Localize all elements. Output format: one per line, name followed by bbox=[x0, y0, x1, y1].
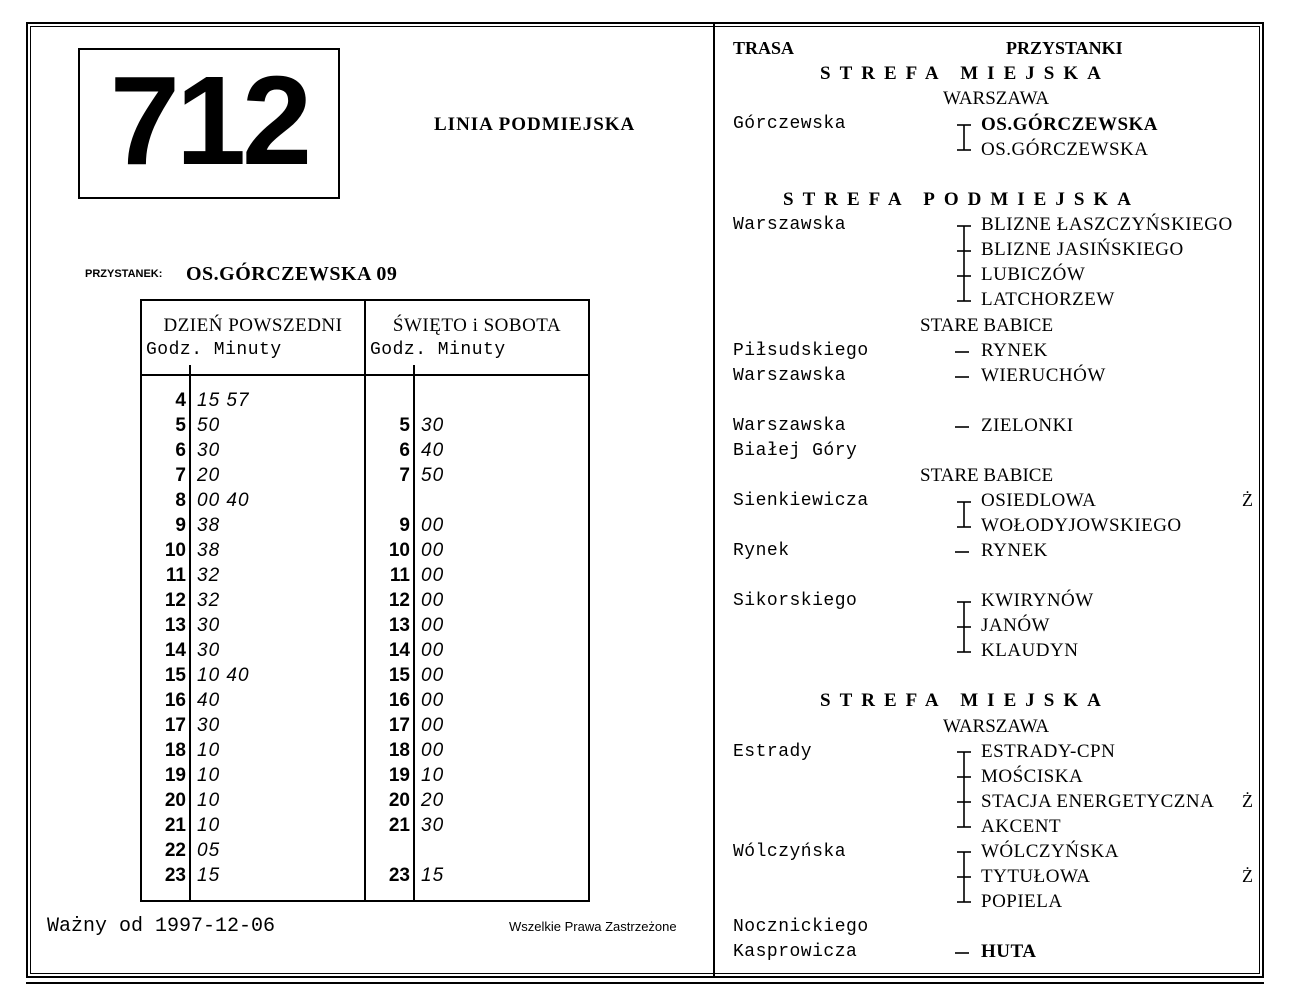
departure-hour: 21 bbox=[164, 815, 186, 836]
table-header-rule bbox=[366, 374, 588, 376]
departure-minutes: 00 bbox=[421, 565, 445, 586]
departure-hour: 9 bbox=[399, 515, 410, 536]
route-stop: KLAUDYN bbox=[981, 640, 1079, 661]
departure-minutes: 00 40 bbox=[197, 490, 250, 511]
bottom-rule bbox=[26, 982, 1264, 984]
departure-minutes: 32 bbox=[197, 565, 221, 586]
departure-minutes: 38 bbox=[197, 540, 221, 561]
departure-minutes: 15 57 bbox=[197, 390, 250, 411]
departure-hour: 18 bbox=[164, 740, 186, 761]
route-stop: WÓLCZYŃSKA bbox=[981, 841, 1119, 862]
departure-minutes: 10 bbox=[421, 765, 445, 786]
departure-minutes: 38 bbox=[197, 515, 221, 536]
departure-hour: 16 bbox=[164, 690, 186, 711]
hour-column-rule bbox=[413, 365, 415, 900]
holiday-table bbox=[364, 299, 590, 902]
route-stop: LATCHORZEW bbox=[981, 289, 1115, 310]
stop-name: OS.GÓRCZEWSKA 09 bbox=[186, 263, 398, 285]
departure-minutes: 32 bbox=[197, 590, 221, 611]
route-stop: HUTA bbox=[981, 941, 1037, 962]
route-street: Rynek bbox=[733, 541, 790, 561]
departure-hour: 19 bbox=[388, 765, 410, 786]
departure-hour: 8 bbox=[175, 490, 186, 511]
zone-heading: STREFA MIEJSKA bbox=[820, 63, 1110, 84]
departure-hour: 15 bbox=[388, 665, 410, 686]
departure-minutes: 00 bbox=[421, 715, 445, 736]
departure-minutes: 05 bbox=[197, 840, 221, 861]
departure-minutes: 20 bbox=[421, 790, 445, 811]
route-stop: BLIZNE JASIŃSKIEGO bbox=[981, 239, 1184, 260]
departure-hour: 17 bbox=[164, 715, 186, 736]
departure-hour: 11 bbox=[389, 565, 410, 586]
route-stop: ZIELONKI bbox=[981, 415, 1074, 436]
departure-minutes: 00 bbox=[421, 690, 445, 711]
departure-hour: 10 bbox=[388, 540, 410, 561]
departure-minutes: 40 bbox=[197, 690, 221, 711]
departure-hour: 13 bbox=[388, 615, 410, 636]
route-stop: RYNEK bbox=[981, 540, 1048, 561]
route-street: Warszawska bbox=[733, 215, 847, 235]
departure-minutes: 00 bbox=[421, 640, 445, 661]
stops-column-header: PRZYSTANKI bbox=[1006, 38, 1123, 58]
departure-hour: 4 bbox=[175, 390, 186, 411]
route-connectors bbox=[945, 110, 985, 960]
zone-heading: STREFA MIEJSKA bbox=[820, 690, 1110, 711]
departure-hour: 21 bbox=[388, 815, 410, 836]
route-street: Sikorskiego bbox=[733, 591, 858, 611]
departure-hour: 5 bbox=[175, 415, 186, 436]
route-stop: WIERUCHÓW bbox=[981, 365, 1106, 386]
departure-hour: 22 bbox=[164, 840, 186, 861]
departure-minutes: 00 bbox=[421, 540, 445, 561]
route-stop: POPIELA bbox=[981, 891, 1063, 912]
hour-column-rule bbox=[189, 365, 191, 900]
zone-heading: STREFA PODMIEJSKA bbox=[783, 189, 1140, 210]
departure-hour: 20 bbox=[388, 790, 410, 811]
city-name: STARE BABICE bbox=[920, 315, 1054, 336]
departure-minutes: 00 bbox=[421, 590, 445, 611]
route-stop: MOŚCISKA bbox=[981, 766, 1084, 787]
route-column-header: TRASA bbox=[733, 38, 795, 58]
departure-minutes: 10 bbox=[197, 740, 221, 761]
route-stop: AKCENT bbox=[981, 816, 1062, 837]
departure-minutes: 00 bbox=[421, 665, 445, 686]
stop-label: PRZYSTANEK: bbox=[85, 268, 163, 280]
departure-hour: 17 bbox=[388, 715, 410, 736]
departure-minutes: 30 bbox=[421, 415, 445, 436]
route-stop: LUBICZÓW bbox=[981, 264, 1086, 285]
departure-hour: 16 bbox=[388, 690, 410, 711]
table-header-rule bbox=[142, 374, 364, 376]
route-street: Górczewska bbox=[733, 114, 847, 134]
route-street: Estrady bbox=[733, 742, 813, 762]
departure-hour: 14 bbox=[164, 640, 186, 661]
departure-hour: 6 bbox=[175, 440, 186, 461]
departure-minutes: 10 bbox=[197, 765, 221, 786]
departure-hour: 10 bbox=[164, 540, 186, 561]
route-street: Białej Góry bbox=[733, 441, 858, 461]
rights-notice: Wszelkie Prawa Zastrzeżone bbox=[509, 919, 677, 934]
route-stop: OS.GÓRCZEWSKA bbox=[981, 139, 1149, 160]
departure-hour: 11 bbox=[165, 565, 186, 586]
departure-hour: 14 bbox=[388, 640, 410, 661]
request-stop-mark: Ż bbox=[1242, 791, 1253, 811]
departure-minutes: 10 40 bbox=[197, 665, 250, 686]
departure-hour: 23 bbox=[164, 865, 186, 886]
departure-hour: 23 bbox=[388, 865, 410, 886]
route-stop: RYNEK bbox=[981, 340, 1048, 361]
departure-minutes: 50 bbox=[421, 465, 445, 486]
departure-minutes: 50 bbox=[197, 415, 221, 436]
route-stop: JANÓW bbox=[981, 615, 1050, 636]
departure-minutes: 30 bbox=[197, 440, 221, 461]
route-stop: OS.GÓRCZEWSKA bbox=[981, 114, 1159, 135]
departure-hour: 6 bbox=[399, 440, 410, 461]
route-street: Piłsudskiego bbox=[733, 341, 869, 361]
departure-hour: 12 bbox=[164, 590, 186, 611]
valid-from: Ważny od 1997-12-06 bbox=[47, 915, 276, 938]
departure-minutes: 20 bbox=[197, 465, 221, 486]
request-stop-mark: Ż bbox=[1242, 866, 1253, 886]
holiday-subhead: Godz. Minuty bbox=[370, 340, 506, 360]
route-stop: ESTRADY-CPN bbox=[981, 741, 1116, 762]
departure-minutes: 15 bbox=[421, 865, 445, 886]
departure-minutes: 30 bbox=[421, 815, 445, 836]
route-stop: OSIEDLOWA bbox=[981, 490, 1097, 511]
departure-hour: 13 bbox=[164, 615, 186, 636]
departure-hour: 19 bbox=[164, 765, 186, 786]
route-stop: BLIZNE ŁASZCZYŃSKIEGO bbox=[981, 214, 1233, 235]
line-number: 712 bbox=[109, 50, 309, 191]
departure-hour: 15 bbox=[164, 665, 186, 686]
departure-hour: 18 bbox=[388, 740, 410, 761]
departure-minutes: 30 bbox=[197, 715, 221, 736]
departure-hour: 12 bbox=[388, 590, 410, 611]
route-street: Wólczyńska bbox=[733, 842, 847, 862]
departure-minutes: 15 bbox=[197, 865, 221, 886]
departure-minutes: 40 bbox=[421, 440, 445, 461]
weekday-title: DZIEŃ POWSZEDNI bbox=[163, 315, 343, 336]
departure-hour: 5 bbox=[399, 415, 410, 436]
weekday-subhead: Godz. Minuty bbox=[146, 340, 282, 360]
request-stop-mark: Ż bbox=[1242, 490, 1253, 510]
city-name: STARE BABICE bbox=[920, 465, 1054, 486]
line-number-box bbox=[78, 48, 340, 199]
departure-hour: 7 bbox=[399, 465, 410, 486]
departure-hour: 20 bbox=[164, 790, 186, 811]
departure-minutes: 00 bbox=[421, 515, 445, 536]
route-stop: WOŁODYJOWSKIEGO bbox=[981, 515, 1182, 536]
route-stop: KWIRYNÓW bbox=[981, 590, 1094, 611]
route-street: Nocznickiego bbox=[733, 917, 869, 937]
line-type: LINIA PODMIEJSKA bbox=[434, 114, 636, 135]
route-street: Warszawska bbox=[733, 416, 847, 436]
weekday-table bbox=[140, 299, 366, 902]
departure-hour: 7 bbox=[175, 465, 186, 486]
departure-minutes: 30 bbox=[197, 615, 221, 636]
departure-hour: 9 bbox=[175, 515, 186, 536]
departure-minutes: 00 bbox=[421, 615, 445, 636]
route-stop: TYTUŁOWA bbox=[981, 866, 1091, 887]
route-street: Warszawska bbox=[733, 366, 847, 386]
holiday-title: ŚWIĘTO i SOBOTA bbox=[392, 315, 562, 336]
center-divider bbox=[713, 23, 715, 976]
route-street: Kasprowicza bbox=[733, 942, 858, 962]
departure-minutes: 10 bbox=[197, 815, 221, 836]
route-stop: STACJA ENERGETYCZNA bbox=[981, 791, 1215, 812]
departure-minutes: 30 bbox=[197, 640, 221, 661]
city-name: WARSZAWA bbox=[943, 88, 1050, 109]
departure-minutes: 00 bbox=[421, 740, 445, 761]
route-street: Sienkiewicza bbox=[733, 491, 869, 511]
departure-minutes: 10 bbox=[197, 790, 221, 811]
city-name: WARSZAWA bbox=[943, 716, 1050, 737]
